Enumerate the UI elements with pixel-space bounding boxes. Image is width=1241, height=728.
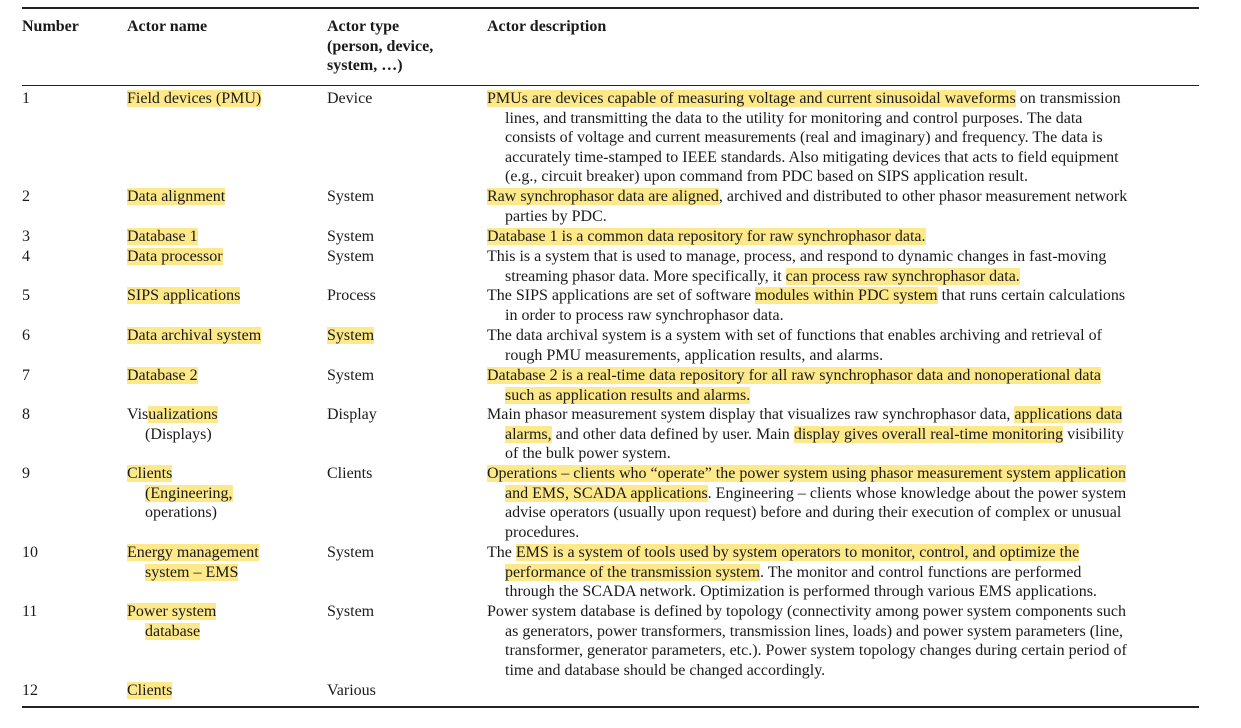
name-line: SIPS applications [127,287,241,304]
row-number: 10 [22,544,38,561]
header-number: Number [22,18,79,35]
desc-line: Operations – clients who “operate” the power system using phasor measurement system application [487,465,1126,482]
desc-line: such as application results and alarms. [505,386,751,404]
desc-line: procedures. [505,523,580,541]
desc-line: as generators, power transformers, transmission lines, loads) and power system parameters (line, [505,622,1124,640]
desc-line: and EMS, SCADA applications. Engineering – clients whose knowledge about the power system [505,484,1127,502]
name-line: Data archival system [127,327,262,344]
desc-line: advise operators (usually upon request) before and during their execution of complex or unusual [505,504,1122,522]
row-number: 1 [22,90,30,107]
actor-type: System [327,188,375,205]
desc-line: in order to process raw synchrophasor data. [505,306,784,324]
desc-line: PMUs are devices capable of measuring voltage and current sinusoidal waveforms on transmission [487,90,1121,107]
actor-type: System [327,367,375,384]
name-line: (Displays) [145,425,212,443]
actor-type: Various [327,682,376,699]
desc-line: time and database should be changed accordingly. [505,661,826,679]
row-number: 9 [22,465,30,482]
name-line: system – EMS [145,563,239,581]
row-number: 6 [22,327,30,344]
actor-type: Clients [327,465,373,482]
row-number: 8 [22,406,30,423]
desc-line: Main phasor measurement system display that visualizes raw synchrophasor data, applications data [487,406,1123,423]
name-line: database [145,622,201,640]
actor-description [487,227,1199,247]
header-actor-type-line: Actor type [327,18,400,35]
actor-type: Display [327,406,377,423]
actor-type: System [327,228,375,245]
desc-line: through the SCADA network. Optimization is performed through various EMS applications. [505,583,1097,601]
desc-line: streaming phasor data. More specifically, it can process raw synchrophasor data. [505,267,1020,285]
actor-name [127,247,307,267]
table-top-rule [22,7,1199,9]
desc-line: parties by PDC. [505,207,607,225]
actor-description [487,286,1199,325]
actor-description [487,405,1199,464]
desc-line: alarms, and other data defined by user. Main display gives overall real-time monitoring visibility [505,425,1124,443]
name-line: (Engineering, [145,484,233,502]
name-line: Clients [127,682,173,699]
name-line: operations) [145,504,217,522]
row-number: 5 [22,287,30,304]
name-line: Database 2 [127,367,198,384]
actor-description [487,247,1199,286]
actor-type: System [327,544,375,561]
header-actor-name: Actor name [127,18,208,35]
row-number: 7 [22,367,30,384]
actor-type: Device [327,90,373,107]
row-number: 12 [22,682,38,699]
header-actor-type [327,17,477,76]
desc-line: The SIPS applications are set of software modules within PDC system that runs certain calculations [487,287,1126,304]
name-line: Energy management [127,544,259,561]
desc-line: consists of voltage and current measurements (real and imaginary) and frequency. The data is [505,129,1103,147]
desc-line: (e.g., circuit breaker) upon command from PDC based on SIPS application result. [505,168,1028,186]
row-number: 4 [22,248,30,265]
row-number: 11 [22,603,38,620]
actor-description [487,89,1199,187]
header-actor-type-line: (person, device, [327,37,434,55]
actor-name [127,187,307,207]
actor-name [127,543,307,582]
actor-name [127,366,307,386]
header-actor-description: Actor description [487,18,607,35]
desc-line: Raw synchrophasor data are aligned, archived and distributed to other phasor measurement network [487,188,1128,205]
desc-line: lines, and transmitting the data to the utility for monitoring and control purposes. The data [505,109,1083,127]
desc-line: Database 1 is a common data repository for raw synchrophasor data. [487,228,926,245]
name-line: Data alignment [127,188,226,205]
actor-description [487,543,1199,602]
name-line: Field devices (PMU) [127,90,262,107]
desc-line: The data archival system is a system with set of functions that enables archiving and retrieval of [487,327,1102,344]
actor-description [487,187,1199,226]
actor-type: System [327,248,375,265]
desc-line: transformer, generator parameters, etc.). Power system topology changes during certain period of [505,642,1127,660]
name-line: Data processor [127,248,223,265]
actor-name [127,681,307,701]
desc-line: Power system database is defined by topology (connectivity among power system components such [487,603,1126,620]
name-line: Power system [127,603,217,620]
row-number: 2 [22,188,30,205]
desc-line: rough PMU measurements, application results, and alarms. [505,346,884,364]
desc-line: The EMS is a system of tools used by system operators to monitor, control, and optimize the [487,544,1080,561]
actor-name [127,89,307,109]
row-number: 3 [22,228,30,245]
actor-name [127,464,307,523]
actor-type: System [327,603,375,620]
name-line: Clients [127,465,173,482]
desc-line: This is a system that is used to manage, process, and respond to dynamic changes in fast-moving [487,248,1107,265]
actor-name [127,286,307,306]
header-rule [22,85,1199,86]
desc-line: Database 2 is a real-time data repository for all raw synchrophasor data and nonoperational data [487,367,1101,384]
actor-description [487,602,1199,680]
actor-description [487,464,1199,542]
actor-name [127,405,307,444]
desc-line: performance of the transmission system. The monitor and control functions are performed [505,563,1082,581]
header-actor-type-line: system, …) [327,57,403,74]
actor-name [127,602,307,641]
actor-name [127,227,307,247]
actor-type: System [327,327,375,344]
actor-name [127,326,307,346]
desc-line: accurately time-stamped to IEEE standards. Also mitigating devices that acts to field equipment [505,148,1119,166]
actor-description [487,366,1199,405]
actor-type: Process [327,287,376,304]
table-bottom-rule [22,706,1199,708]
actor-description [487,326,1199,365]
name-line: Database 1 [127,228,198,245]
desc-line: of the bulk power system. [505,445,671,463]
name-line: Visualizations [127,406,218,423]
